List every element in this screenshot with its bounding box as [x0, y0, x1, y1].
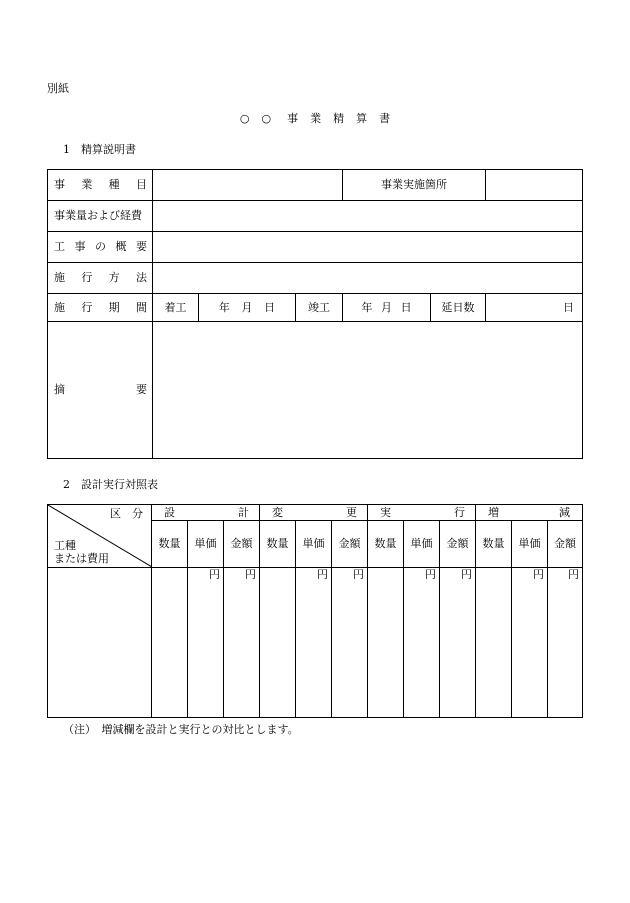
year-label: 年	[218, 300, 230, 314]
days-value[interactable]	[486, 294, 583, 322]
label-kind-cell	[48, 170, 153, 201]
location-value[interactable]	[486, 170, 583, 201]
label-period-cell	[48, 294, 153, 322]
sub-header-amount: 金額	[332, 521, 368, 568]
label-amount: 事業量および経費	[48, 201, 153, 232]
group-design: 設 計	[152, 505, 260, 521]
section2-heading: 2 設計実行対照表	[63, 478, 158, 491]
start-label: 着工	[153, 294, 199, 322]
label-kind: 事 業 種 目	[54, 178, 147, 192]
sub-header-quantity: 数量	[152, 521, 188, 568]
title-char: 事	[287, 112, 299, 125]
corner-category-label: 区 分	[110, 507, 143, 520]
kind-value[interactable]	[153, 170, 343, 201]
sub-header-unit-price: 単価	[512, 521, 548, 568]
title-char: 業	[310, 112, 322, 125]
quantity-cell[interactable]	[368, 568, 404, 718]
amount-cell[interactable]: 円	[548, 568, 583, 718]
sub-header-unit-price: 単価	[296, 521, 332, 568]
day-label: 日	[264, 300, 276, 314]
days-unit: 日	[563, 300, 575, 314]
method-value[interactable]	[153, 263, 583, 294]
title-char: 算	[356, 112, 368, 125]
sub-header-unit-price: 単価	[188, 521, 224, 568]
overview-value[interactable]	[153, 232, 583, 263]
document-title	[0, 110, 630, 126]
sub-header-amount: 金額	[224, 521, 260, 568]
sub-header-quantity: 数量	[476, 521, 512, 568]
start-date[interactable]	[199, 294, 296, 322]
sub-header-unit-price: 単価	[404, 521, 440, 568]
unit-price-cell[interactable]: 円	[296, 568, 332, 718]
amount-cell[interactable]: 円	[224, 568, 260, 718]
corner-header	[48, 505, 152, 568]
design-execution-comparison-table	[47, 504, 583, 718]
label-location: 事業実施箇所	[343, 170, 486, 201]
sub-header-quantity: 数量	[260, 521, 296, 568]
month-label: 月	[381, 300, 392, 314]
amount-cell[interactable]: 円	[440, 568, 476, 718]
days-label: 延日数	[431, 294, 486, 322]
sub-header-amount: 金額	[548, 521, 583, 568]
end-label: 竣工	[296, 294, 343, 322]
item-cell[interactable]	[48, 568, 152, 718]
title-char: 書	[379, 112, 391, 125]
label-overview-cell	[48, 232, 153, 263]
attachment-label: 別紙	[47, 82, 69, 95]
year-label: 年	[361, 300, 373, 314]
month-label: 月	[241, 300, 253, 314]
group-change: 変 更	[260, 505, 368, 521]
summary-value[interactable]	[153, 322, 583, 459]
day-label: 日	[400, 300, 412, 314]
unit-price-cell[interactable]: 円	[188, 568, 224, 718]
footnote: （注） 増減欄を設計と実行との対比とします。	[63, 723, 299, 736]
amount-value[interactable]	[153, 201, 583, 232]
unit-price-cell[interactable]: 円	[512, 568, 548, 718]
settlement-description-table	[47, 169, 583, 459]
section1-heading: 1 精算説明書	[63, 143, 136, 156]
label-summary-cell	[48, 322, 153, 459]
quantity-cell[interactable]	[476, 568, 512, 718]
title-char: ○	[239, 112, 250, 125]
quantity-cell[interactable]	[152, 568, 188, 718]
label-period: 施 行 期 間	[54, 300, 147, 314]
label-overview: 工 事 の 概 要	[54, 240, 147, 254]
sub-header-amount: 金額	[440, 521, 476, 568]
corner-item-label: 工種 または費用	[54, 539, 109, 566]
title-char: 精	[333, 112, 345, 125]
amount-cell[interactable]: 円	[332, 568, 368, 718]
end-date[interactable]	[343, 294, 431, 322]
unit-price-cell[interactable]: 円	[404, 568, 440, 718]
label-method-cell	[48, 263, 153, 294]
sub-header-quantity: 数量	[368, 521, 404, 568]
label-summary: 摘 要	[54, 383, 147, 397]
quantity-cell[interactable]	[260, 568, 296, 718]
title-char: ○	[261, 112, 272, 125]
group-change-diff: 増 減	[476, 505, 583, 521]
label-method: 施 行 方 法	[54, 271, 147, 285]
group-execution: 実 行	[368, 505, 476, 521]
